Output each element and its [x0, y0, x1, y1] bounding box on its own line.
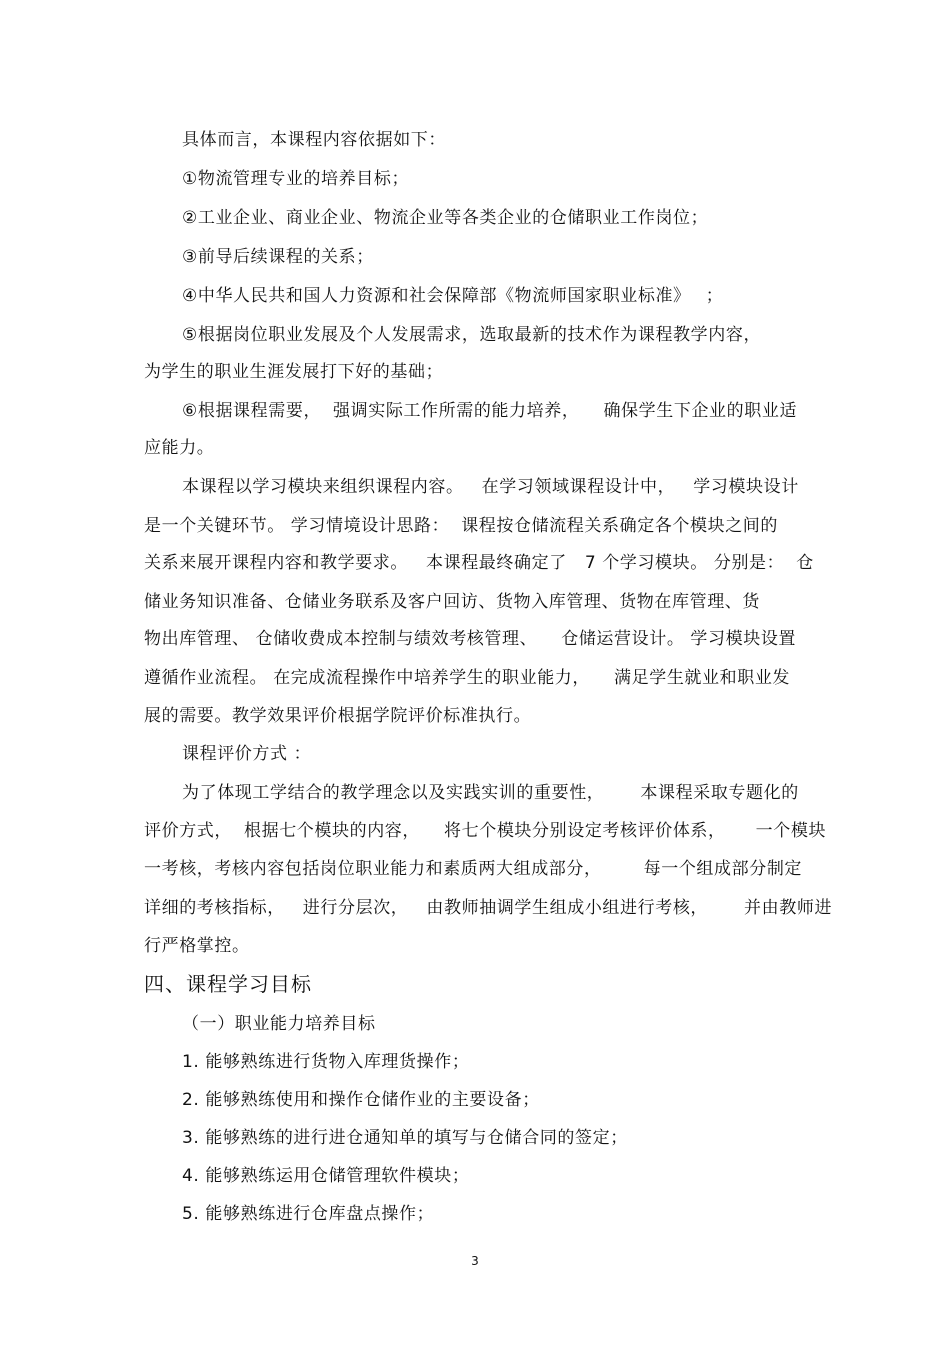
modules-para-line: 储业务知识准备、仓储业务联系及客户回访、货物入库管理、货物在库管理、货: [144, 592, 760, 612]
basis-line: 为学生的职业生涯发展打下好的基础；: [144, 362, 444, 382]
basis-line: ①物流管理专业的培养目标；: [182, 169, 410, 189]
modules-para-line: 本课程以学习模块来组织课程内容。 在学习领域课程设计中， 学习模块设计: [182, 477, 799, 497]
modules-para-line: 物出库管理、 仓储收费成本控制与绩效考核管理、 仓储运营设计。 学习模块设置: [144, 629, 797, 649]
goal-item: 5. 能够熟练进行仓库盘点操作；: [182, 1204, 435, 1224]
page-number: 3: [471, 1254, 479, 1268]
goal-item: 3. 能够熟练的进行进仓通知单的填写与仓储合同的签定；: [182, 1128, 628, 1148]
eval-para-line: 详细的考核指标， 进行分层次， 由教师抽调学生组成小组进行考核， 并由教师进: [144, 898, 833, 918]
eval-para-line: 为了体现工学结合的教学理念以及实践实训的重要性， 本课程采取专题化的: [182, 783, 799, 803]
basis-line: ⑥根据课程需要， 强调实际工作所需的能力培养， 确保学生下企业的职业适: [182, 401, 798, 421]
modules-para-line: 遵循作业流程。 在完成流程操作中培养学生的职业能力， 满足学生就业和职业发: [144, 668, 791, 688]
modules-para-line: 展的需要。教学效果评价根据学院评价标准执行。: [144, 706, 532, 726]
eval-para-line: 行严格掌控。: [144, 936, 250, 956]
goal-item: 1. 能够熟练进行货物入库理货操作；: [182, 1052, 470, 1072]
basis-line: ②工业企业、商业企业、物流企业等各类企业的仓储职业工作岗位；: [182, 208, 709, 228]
eval-para-line: 评价方式， 根据七个模块的内容， 将七个模块分别设定考核评价体系， 一个模块: [144, 821, 827, 841]
eval-para-line: 一考核，考核内容包括岗位职业能力和素质两大组成部分， 每一个组成部分制定: [144, 859, 803, 879]
modules-para-line: 关系来展开课程内容和教学要求。 本课程最终确定了 7 个学习模块。 分别是： 仓: [144, 553, 814, 573]
basis-line: 应能力。: [144, 438, 215, 458]
sub-heading: （一）职业能力培养目标: [182, 1014, 376, 1034]
section-heading: 四、课程学习目标: [144, 972, 312, 996]
intro-line: 具体而言，本课程内容依据如下：: [182, 130, 446, 150]
modules-para-line: 是一个关键环节。 学习情境设计思路： 课程按仓储流程关系确定各个模块之间的: [144, 516, 779, 536]
basis-line: ③前导后续课程的关系；: [182, 247, 374, 267]
basis-line: ⑤根据岗位职业发展及个人发展需求，选取最新的技术作为课程教学内容，: [182, 325, 762, 345]
eval-heading: 课程评价方式 ：: [182, 744, 312, 764]
basis-line: ④中华人民共和国人力资源和社会保障部《物流师国家职业标准》 ；: [182, 286, 724, 306]
goal-item: 4. 能够熟练运用仓储管理软件模块；: [182, 1166, 470, 1186]
goal-item: 2. 能够熟练使用和操作仓储作业的主要设备；: [182, 1090, 540, 1110]
